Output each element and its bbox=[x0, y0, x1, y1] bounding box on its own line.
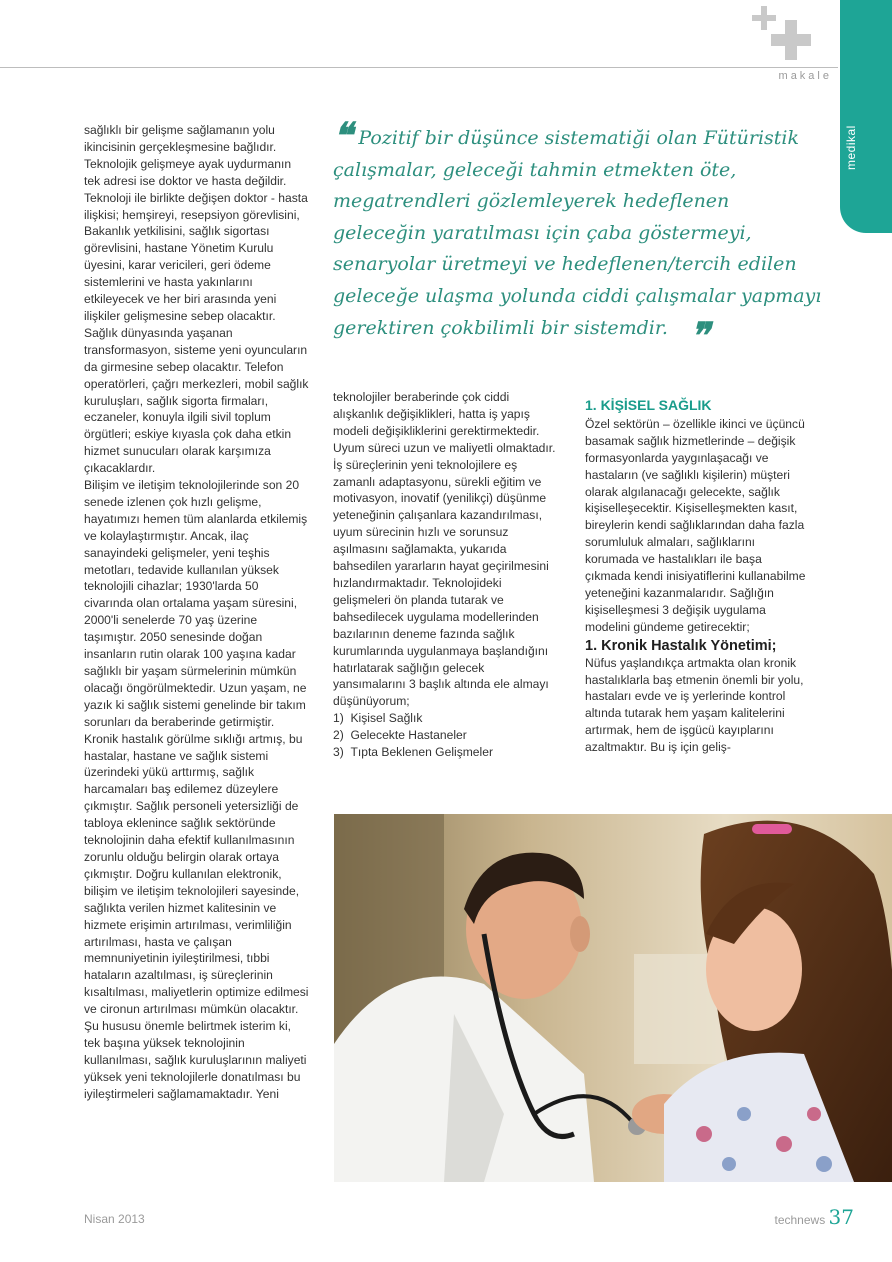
list-item: 3) Tıpta Beklenen Gelişmeler bbox=[333, 745, 493, 760]
header-rule bbox=[0, 67, 838, 68]
pull-quote bbox=[333, 115, 823, 357]
side-tab-label: medikal bbox=[844, 125, 858, 170]
column-2 bbox=[333, 389, 557, 761]
close-quote-icon: ❞ bbox=[689, 314, 710, 357]
topic-list bbox=[333, 710, 557, 761]
section-label: makale bbox=[778, 70, 832, 82]
paragraph: teknolojiler beraberinde çok ciddi alışkanlık değişiklikleri, hatta iş yapış modeli değişikliklerini gerektirmektedir. Uyum süreci uzun ve maliyetli olmaktadır. İş süreçlerinin yeni teknolojilere eş zamanlı adaptasyonu, sürekli eğitim ve motivasyon, inovatif (yenilikçi) düşünme yeteneğinin çalışanlara kazandırılması, uyum sürecinin hızlı ve sorunsuz aşılmasını sağlamakta, yukarıda bahsedilen yararların hayat geçirilmesini hızlandırmaktadır. Teknolojideki gelişmeleri ön planda tutarak ve bahsedilecek uygulama modellerinden bazılarının deneme fazında sağlık kurumlarında uygulanmaya başlandığını hatırlatarak sağlığın gelecek yansımalarını 3 başlık altında ele almayı düşünüyorum; bbox=[333, 390, 556, 709]
paragraph: sağlıklı bir gelişme sağlamanın yolu ikincisinin gerçekleşmesine bağlıdır. Teknolojik gelişmeye ayak uydurmanın tek adresi ise doktor ve hasta değildir. Teknoloji ile birlikte değişen doktor - hasta ilişkisi; hemşireyi, resepsiyon görevlisini, Bakanlık yetkilisini, sağlık sigortası görevlisini, hastane Yönetim Kurulu üyesini, karar vericileri, geri ödeme sistemlerini ve hasta yakınlarını etkileyecek ve her biri arasında yeni ilişkiler gelişmesine sebep olacaktır. Sağlık dünyasında yaşanan transformasyon, sisteme yeni oyuncuların da girmesine sebep olacaktır. Telefon operatörleri, çağrı merkezleri, mobil sağlık kuruluşları, sağlık sigorta firmaları, eczaneler, konuyla ilgili sivil toplum örgütleri; eskiye kıyasla çok daha etkin hizmet sunucuları olarak karşımıza çıkacaklardır. bbox=[84, 123, 309, 476]
doctor-patient-photo bbox=[334, 814, 892, 1182]
issue-date: Nisan 2013 bbox=[84, 1212, 145, 1226]
paragraph: Özel sektörün – özellikle ikinci ve üçüncü basamak sağlık hizmetlerinde – değişik formasyonlarda yaygınlaşacağı ve hastaların (ve sağlıklı kişilerin) müşteri olarak algılanacağı gelecekte, sağlık kişiselleşecektir. Kişiselleşmekten kasıt, bireylerin kendi sağlıklarından daha fazla sorumluluk almaları, sağlıklarını korumada ve hastalıkları ile başa çıkmada kendi inisiyatiflerini kullanabilme yeteneğini kazanmalarıdır. Sağlığın kişiselleşmesi 3 değişik uygulama modelini gündeme getirecektir; bbox=[585, 416, 806, 634]
column-1 bbox=[84, 122, 310, 1103]
side-tab bbox=[840, 0, 892, 233]
paragraph: Nüfus yaşlandıkça artmakta olan kronik hastalıklarla baş etmenin önemli bir yolu, hastaları evde ve iş yerlerinde kontrol altında tutarak hem yaşam kalitelerini artırmak, hem de işgücü kayıplarını azaltmaktır. Bu iş için geliş- bbox=[585, 655, 804, 755]
pull-quote-text: Pozitif bir düşünce sistematiği olan Fütüristik çalışmalar, geleceği tahmin etmekten öte, megatrendleri gözlemleyerek hedeflenen geleceğin yaratılması için çaba göstermeyi, senaryolar üretmeyi ve hedeflenen/tercih edilen geleceğe ulaşma yolunda ciddi çalışmalar yapmayı gerektiren çokbilimli bir sistemdir. bbox=[333, 127, 822, 339]
plus-icon-large bbox=[771, 20, 811, 60]
open-quote-icon: ❝ bbox=[333, 115, 353, 157]
subsection-heading: 1. Kronik Hastalık Yönetimi; bbox=[585, 637, 777, 654]
list-item: 2) Gelecekte Hastaneler bbox=[333, 728, 467, 743]
brand-name: technews bbox=[774, 1213, 826, 1227]
page-footer bbox=[775, 1205, 855, 1229]
page-number: 37 bbox=[828, 1205, 854, 1229]
column-3 bbox=[585, 397, 809, 756]
paragraph: Bilişim ve iletişim teknolojilerinde son 20 senede izlenen çok hızlı gelişme, hayatımızı hemen tüm alanlarda etkilemiş ve kolaylaştırmıştır. Ancak, ilaç sanayindeki gelişmeler, yeni teşhis metotları, tedavide kullanılan yüksek teknolojili cihazlar; 1930'larda 50 civarında olan ortalama yaşam süresini, 2000'li senelerde 70 yaş üzerine taşımıştır. 2050 senesinde doğan insanların rutin olarak 100 yaşına kadar sağlıklı bir yaşam sürmelerinin mümkün olacağı öngörülmektedir. Uzun yaşam, ne yazık ki sağlık sistemi genelinde bir takım sorunları da beraberinde getirmiştir. Kronik hastalık görülme sıklığı artmış, bu hastalar, hastane ve sağlık sistemi üzerindeki yükü arttırmış, sağlık harcamaları baş edilemez düzeylere çıkmıştır. Sağlık personeli yetersizliği de tabloya eklenince sağlık sektöründe teknolojinin daha efektif kullanılmasının zorunlu olduğu belirgin olarak ortaya çıkmıştır. Doğru kullanılan elektronik, bilişim ve iletişim teknolojileri sayesinde, sağlıkta verilen hizmet kalitesinin ve hizmete erişimin artırılması, verimliliğin artırılması, hasta ve çalışan memnuniyetinin iyileştirilmesi, tıbbi hataların azaltılması, iş süreçlerinin kısaltılması, maliyetlerin optimize edilmesi ve cironun artırılması mümkün olacaktır. Şu hususu önemle belirtmek isterim ki, tek başına yüksek teknolojinin kullanılması, sağlık kuruluşlarının maliyeti yüksek yeni teknolojilerle donatılması bu iyileştirmeleri sağlamamaktadır. Yeni bbox=[84, 478, 309, 1101]
list-item: 1) Kişisel Sağlık bbox=[333, 711, 423, 726]
section-heading: 1. KİŞİSEL SAĞLIK bbox=[585, 397, 712, 413]
